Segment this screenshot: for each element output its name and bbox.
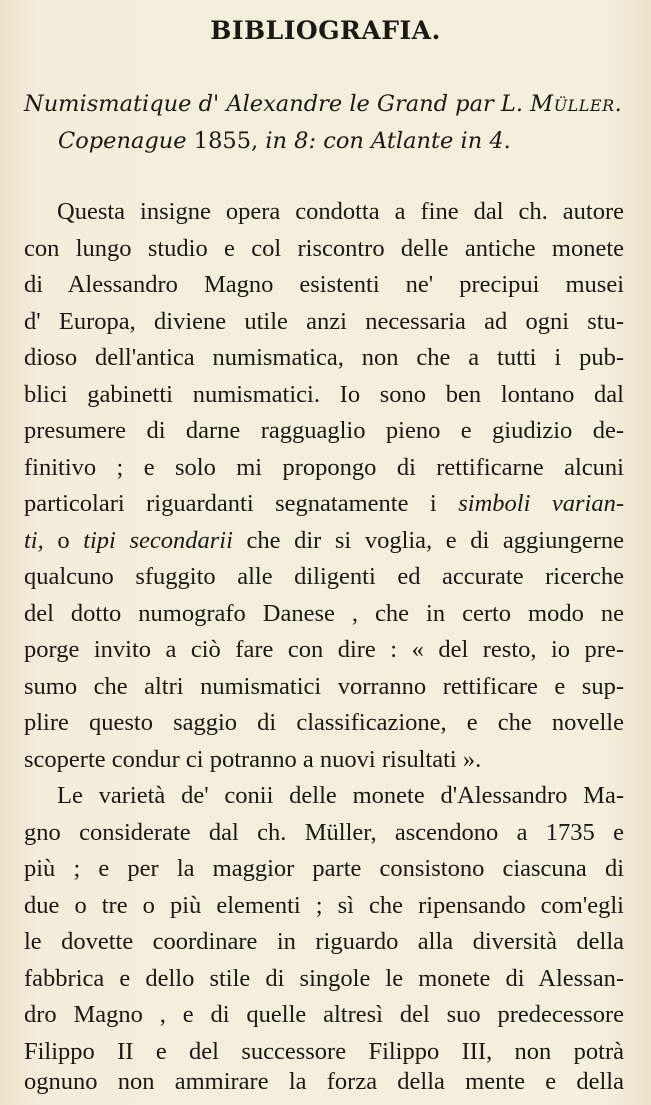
section-heading: BIBLIOGRAFIA. bbox=[210, 16, 441, 45]
citation-format: in 8: con Atlante in 4. bbox=[265, 128, 511, 154]
italic-term-ti: ti, bbox=[24, 527, 44, 554]
paragraph-1-line-1: Questa insigne opera condotta a fine dal ch. autore bbox=[57, 198, 624, 225]
citation-title: Numismatique d' Alexandre le Grand par L. bbox=[24, 91, 523, 117]
paragraph-1-line-16: scoperte condur ci potranno a nuovi risultati ». bbox=[24, 746, 482, 773]
paragraph-2-line-7: dro Magno , e di quelle altresì del suo predecessore bbox=[24, 1001, 624, 1028]
citation-author: Müller. bbox=[530, 91, 623, 117]
paragraph-1-line-2: con lungo studio e col riscontro delle antiche monete bbox=[24, 235, 624, 262]
paragraph-1-line-15: plire questo saggio di classificazione, e che novelle bbox=[24, 709, 624, 736]
citation-line-2 bbox=[58, 124, 651, 158]
citation-line-1 bbox=[24, 87, 634, 121]
paragraph-2-line-9: ognuno non ammirare la forza della mente e della bbox=[24, 1068, 624, 1095]
paragraph-1-line-4: d' Europa, diviene utile anzi necessaria ad ogni stu- bbox=[24, 308, 624, 335]
paragraph-1-line-14: sumo che altri numismatici vorranno rettificare e sup- bbox=[24, 673, 624, 700]
paragraph-1-line-3: di Alessandro Magno esistenti ne' precipui musei bbox=[24, 271, 624, 298]
paragraph-1-line-13: porge invito a ciò fare con dire : « del resto, io pre- bbox=[24, 636, 624, 663]
paragraph-1-line-11: qualcuno sfuggito alle diligenti ed accurate ricerche bbox=[24, 563, 624, 590]
line-9-text: particolari riguardanti segnatamente i bbox=[24, 490, 437, 517]
paragraph-2-line-6: fabbrica e dello stile di singole le monete di Alessan- bbox=[24, 965, 624, 992]
line-10-conj: o bbox=[43, 527, 84, 554]
paragraph-1-line-10 bbox=[24, 522, 624, 559]
paragraph-1-line-5: dioso dell'antica numismatica, non che a tutti i pub- bbox=[24, 344, 624, 371]
paragraph-1-line-12: del dotto numografo Danese , che in certo modo ne bbox=[24, 600, 624, 627]
line-10-text: che dir si voglia, e di aggiungerne bbox=[232, 527, 624, 554]
italic-term-simboli: simboli varian- bbox=[458, 490, 624, 517]
paragraph-2-line-8: Filippo II e del successore Filippo III, non potrà bbox=[24, 1038, 624, 1065]
paragraph-1-line-9 bbox=[24, 485, 624, 522]
paragraph-2-line-3: più ; e per la maggior parte consistono ciascuna di bbox=[24, 855, 624, 882]
paragraph-2-line-2: gno considerate dal ch. Müller, ascendono a 1735 e bbox=[24, 819, 624, 846]
paragraph-1-line-7: presumere di darne ragguaglio pieno e giudizio de- bbox=[24, 417, 624, 444]
paragraph-2-line-5: le dovette coordinare in riguardo alla diversità della bbox=[24, 928, 624, 955]
citation-year: 1855, bbox=[193, 128, 259, 154]
paragraph-1-line-6: blici gabinetti numismatici. Io sono ben lontano dal bbox=[24, 381, 624, 408]
paragraph-2-line-1: Le varietà de' conii delle monete d'Alessandro Ma- bbox=[57, 782, 624, 809]
paragraph-2-line-4: due o tre o più elementi ; sì che ripensando com'egli bbox=[24, 892, 624, 919]
italic-term-tipi: tipi secondarii bbox=[83, 527, 233, 554]
paragraph-1-line-8: finitivo ; e solo mi propongo di rettificarne alcuni bbox=[24, 454, 624, 481]
citation-place: Copenague bbox=[58, 128, 187, 154]
